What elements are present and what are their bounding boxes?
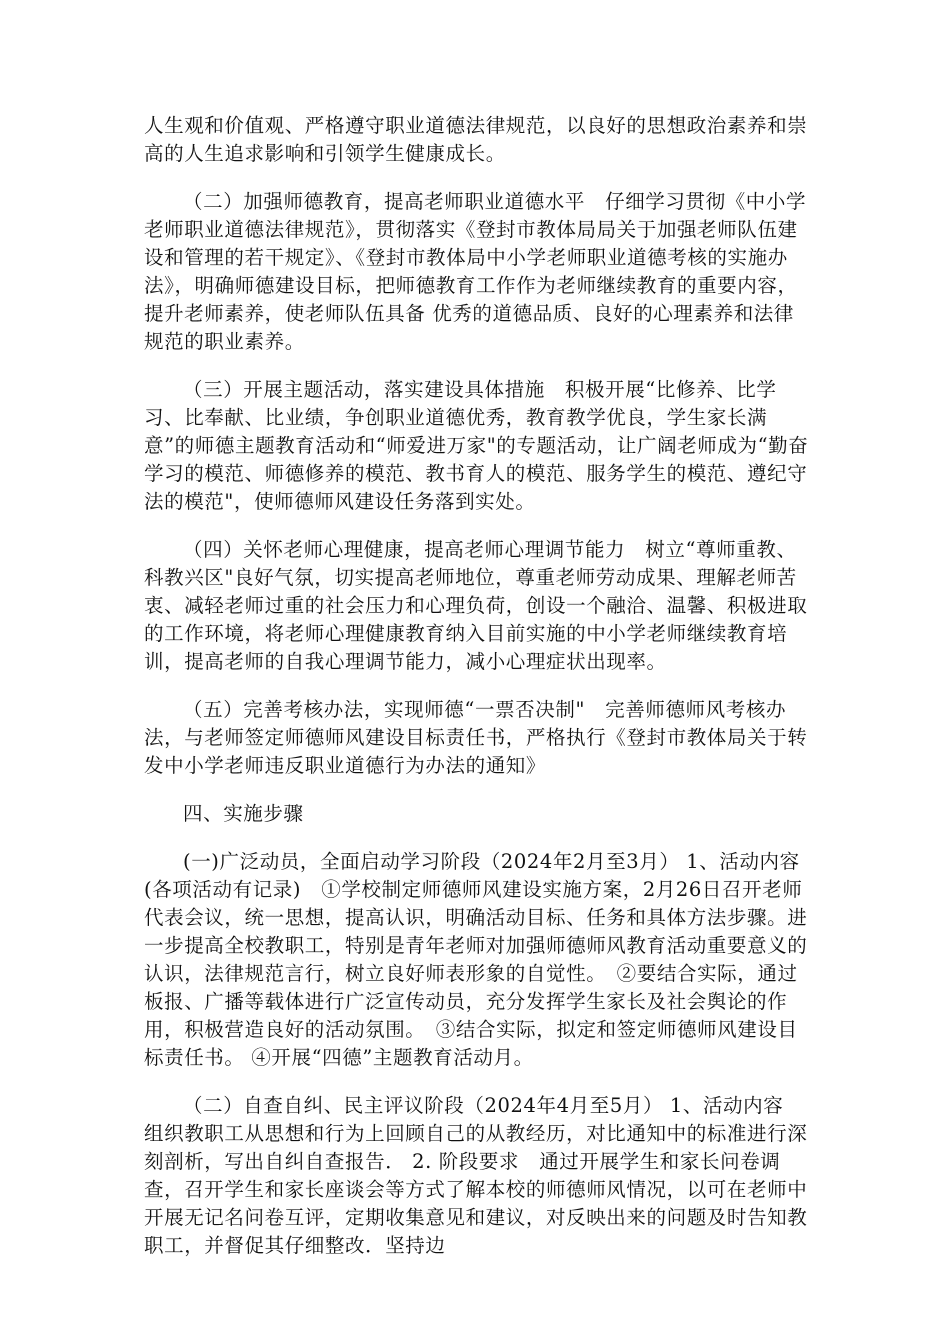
section-heading: 四、实施步骤: [183, 802, 304, 825]
paragraph-item-4: （四）关怀老师心理健康，提高老师心理调节能力 树立“尊师重教、科教兴区"良好气氛，切实提高老师地位，尊重老师劳动成果、理解老师苦衷、减轻老师过重的社会压力和心理负荷，创设一个融洽、温馨、积极进取的工作环境，将老师心理健康教育纳入目前实施的中小学老师继续教育培训，提高老师的自我心理调节能力，减小心理症状出现率。: [144, 538, 808, 673]
paragraph-stage-2: （二）自查自纠、民主评议阶段（2024年4月至5月） 1、活动内容 组织教职工从思想和行为上回顾自己的从教经历，对比通知中的标准进行深刻剖析，写出自纠自查报告． 2. 阶段要求 通过开展学生和家长问卷调查，召开学生和家长座谈会等方式了解本校的师德师风情况，以可在老师中开展无记名问卷互评，定期收集意见和建议，对反映出来的问题及时告知教职工，并督促其仔细整改．坚持边: [144, 1094, 808, 1257]
paragraph-item-3: （三）开展主题活动，落实建设具体措施 积极开展“比修养、比学习、比奉献、比业绩，争创职业道德优秀，教育教学优良，学生家长满意”的师德主题教育活动和“师爱进万家"的专题活动，让广阔老师成为“勤奋学习的模范、师德修养的模范、教书育人的模范、服务学生的模范、遵纪守法的模范"，使师德师风建设任务落到实处。: [144, 378, 809, 513]
paragraph-item-2: （二）加强师德教育，提高老师职业道德水平 仔细学习贯彻《中小学老师职业道德法律规范》，贯彻落实《登封市教体局局关于加强老师队伍建设和管理的若干规定》、《登封市教体局中小学老师职业道德考核的实施办法》，明确师德建设目标，把师德教育工作作为老师继续教育的重要内容，提升老师素养，使老师队伍具备 优秀的道德品质、良好的心理素养和法律规范的职业素养。: [144, 190, 807, 353]
document-body: [144, 112, 809, 1280]
paragraph-item-5: （五）完善考核办法，实现师德“一票否决制" 完善师德师风考核办法，与老师签定师德师风建设目标责任书，严格执行《登封市教体局关于转发中小学老师违反职业道德行为办法的通知》: [144, 698, 808, 777]
paragraph-stage-1: (一)广泛动员，全面启动学习阶段（2024年2月至3月） 1、活动内容(各项活动有记录) ①学校制定师德师风建设实施方案，2月26日召开老师代表会议，统一思想，提高认识，明确活动目标、任务和具体方法步骤。进一步提高全校教职工，特别是青年老师对加强师德师风教育活动重要意义的认识，法律规范言行，树立良好师表形象的自觉性。 ②要结合实际，通过板报、广播等载体进行广泛宣传动员，充分发挥学生家长及社会舆论的作用，积极营造良好的活动氛围。 ③结合实际，拟定和签定师德师风建设目标责任书。 ④开展“四德”主题教育活动月。: [144, 850, 808, 1069]
paragraph-continuation: 人生观和价值观、严格遵守职业道德法律规范，以良好的思想政治素养和崇高的人生追求影响和引领学生健康成长。: [144, 114, 808, 165]
